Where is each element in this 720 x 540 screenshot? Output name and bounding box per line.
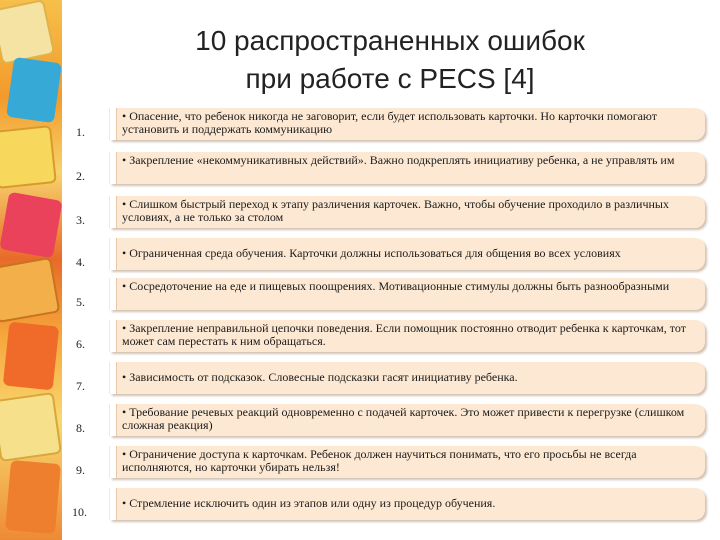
list-item	[68, 318, 708, 354]
item-text: • Слишком быстрый переход к этапу различения карточек. Важно, чтобы обучение проходило в различных условиях, а не только за столом	[122, 198, 697, 224]
toy-block	[5, 460, 61, 534]
item-bar	[110, 488, 705, 520]
list-item	[68, 402, 708, 438]
item-text: • Ограничение доступа к карточкам. Ребенок должен научиться понимать, что его просьбы не всегда исполняются, но карточки убирать нельзя!	[122, 448, 697, 474]
item-text: • Ограниченная среда обучения. Карточки должны использоваться для общения во всех условиях	[122, 247, 697, 260]
item-number: 2.	[76, 169, 85, 183]
slide-title-line-1: 10 распространенных ошибок	[195, 25, 585, 56]
item-text: • Стремление исключить один из этапов или одну из процедур обучения.	[122, 497, 697, 510]
item-text: • Опасение, что ребенок никогда не заговорит, если будет использовать карточки. Но карточки помогают установить и поддержать коммуникацию	[122, 110, 697, 136]
list-item	[68, 360, 708, 396]
item-bar	[110, 108, 705, 140]
toy-block	[0, 125, 57, 189]
item-number: 9.	[76, 463, 85, 477]
item-number: 1.	[76, 125, 85, 139]
item-bar	[110, 196, 705, 228]
list-item	[68, 444, 708, 480]
item-number: 6.	[76, 337, 85, 351]
slide-title-line-2: при работе с PECS [4]	[245, 63, 535, 94]
decorative-toy-blocks-strip	[0, 0, 62, 540]
item-bar	[110, 320, 705, 352]
list-item	[68, 106, 708, 142]
item-bar	[110, 152, 705, 184]
toy-block	[0, 392, 62, 462]
item-number: 5.	[76, 295, 85, 309]
toy-block	[0, 192, 62, 258]
item-bar	[110, 404, 705, 436]
item-number: 8.	[76, 421, 85, 435]
toy-block	[0, 0, 55, 65]
item-number: 3.	[76, 213, 85, 227]
list-item	[68, 236, 708, 272]
item-number: 10.	[72, 505, 87, 519]
slide-title	[150, 22, 630, 98]
item-bar	[110, 238, 705, 270]
list-item	[68, 276, 708, 312]
list-item	[68, 486, 708, 522]
item-number: 7.	[76, 379, 85, 393]
item-text: • Требование речевых реакций одновременно с подачей карточек. Это может привести к перегрузке (слишком сложная реакция)	[122, 406, 697, 432]
item-number: 4.	[76, 255, 85, 269]
item-bar	[110, 362, 705, 394]
item-text: • Зависимость от подсказок. Словесные подсказки гасят инициативу ребенка.	[122, 371, 697, 384]
item-text: • Закрепление неправильной цепочки поведения. Если помощник постоянно отводит ребенка к карточкам, тот может сам перестать к ним обращаться.	[122, 322, 697, 348]
item-text: • Закрепление «некоммуникативных действий». Важно подкреплять инициативу ребенка, а не управлять им	[122, 154, 697, 167]
item-bar	[110, 278, 705, 310]
toy-block	[3, 322, 59, 391]
toy-block	[0, 257, 60, 323]
toy-block	[6, 57, 62, 123]
list-item	[68, 194, 708, 230]
list-item	[68, 150, 708, 186]
item-bar	[110, 446, 705, 478]
item-text: • Сосредоточение на еде и пищевых поощрениях. Мотивационные стимулы должны быть разнообразными	[122, 280, 697, 293]
